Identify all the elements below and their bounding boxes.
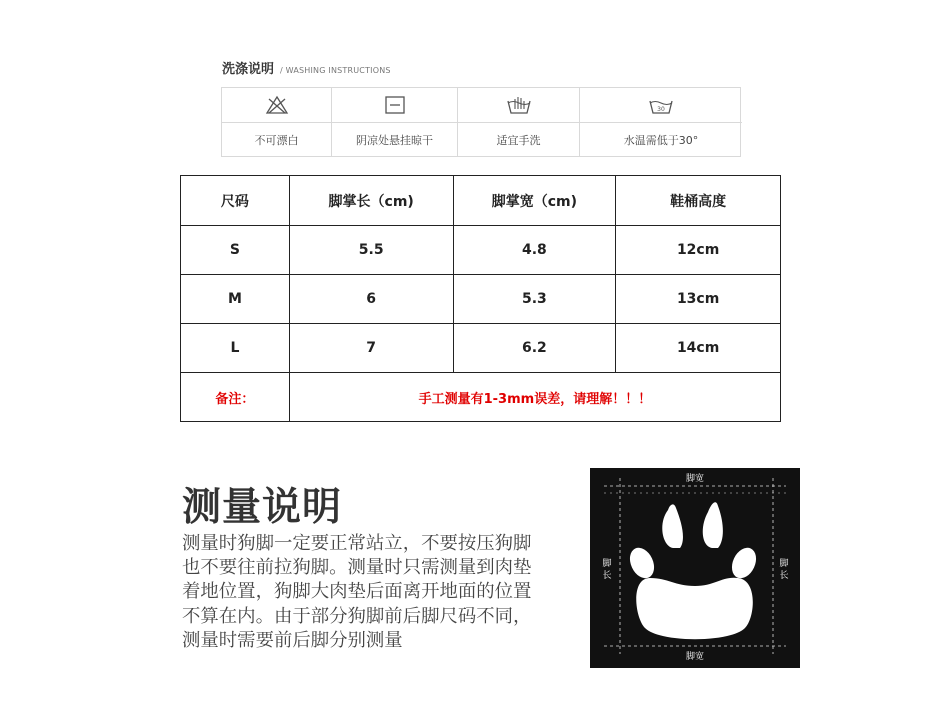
wash-item-line-dry [332, 88, 458, 156]
line-dry-shade-icon [332, 88, 457, 123]
washing-title-cn: 洗涤说明 [222, 62, 275, 77]
table-row [181, 275, 781, 324]
no-bleach-icon [222, 88, 331, 123]
washing-title-en: / WASHING INSTRUCTIONS [280, 66, 391, 75]
table-cell: 14cm [616, 324, 781, 373]
paw-bottom-label: 脚宽 [685, 652, 705, 662]
measure-line: 不算在内。由于部分狗脚前后脚尺码不同， [182, 605, 532, 627]
svg-text:脚: 脚 [602, 559, 612, 569]
svg-text:脚: 脚 [779, 559, 789, 569]
wash-label: 适宜手洗 [496, 133, 541, 147]
table-header-row [181, 176, 781, 226]
wash-label: 阴凉处悬挂晾干 [356, 133, 433, 147]
table-cell: 7 [289, 324, 453, 373]
table-cell: 5.5 [289, 226, 453, 275]
paw-top-label: 脚宽 [685, 474, 705, 484]
table-cell: 5.3 [453, 275, 616, 324]
table-row [181, 324, 781, 373]
wash-item-hand-wash [458, 88, 580, 156]
table-cell: M [181, 275, 290, 324]
measure-line: 测量时狗脚一定要正常站立，不要按压狗脚 [182, 533, 532, 554]
header-cell: 脚掌长（cm) [289, 176, 453, 226]
table-note-row [181, 373, 781, 422]
header-cell: 鞋桶高度 [616, 176, 781, 226]
measure-line: 着地位置，狗脚大肉垫后面离开地面的位置 [182, 581, 532, 603]
svg-text:长: 长 [602, 571, 612, 581]
table-row [181, 226, 781, 275]
table-cell: 13cm [616, 275, 781, 324]
hand-wash-icon [458, 88, 579, 123]
table-cell: 6 [289, 275, 453, 324]
wash-item-water-temp [580, 88, 742, 156]
washing-title [222, 58, 391, 77]
wash-item-no-bleach [222, 88, 332, 156]
paw-diagram [590, 468, 800, 668]
water-temp-icon [580, 88, 742, 123]
table-cell: L [181, 324, 290, 373]
svg-text:长: 长 [779, 571, 789, 581]
header-cell: 脚掌宽（cm) [453, 176, 616, 226]
measure-line: 测量时需要前后脚分别测量 [182, 629, 403, 651]
size-table [180, 175, 781, 422]
table-cell: S [181, 226, 290, 275]
header-cell: 尺码 [181, 176, 290, 226]
table-cell: 6.2 [453, 324, 616, 373]
measure-line: 也不要往前拉狗脚。测量时只需测量到肉垫 [182, 557, 532, 579]
wash-label: 水温需低于30° [623, 133, 699, 147]
note-label: 备注： [181, 373, 290, 422]
svg-text:30: 30 [657, 106, 665, 113]
table-cell: 12cm [616, 226, 781, 275]
washing-icons-grid [221, 87, 741, 157]
measure-title: 测量说明 [182, 485, 343, 530]
wash-label: 不可漂白 [254, 133, 299, 147]
note-text: 手工测量有1-3mm误差，请理解！！！ [289, 373, 780, 422]
table-cell: 4.8 [453, 226, 616, 275]
measure-text [182, 532, 577, 653]
